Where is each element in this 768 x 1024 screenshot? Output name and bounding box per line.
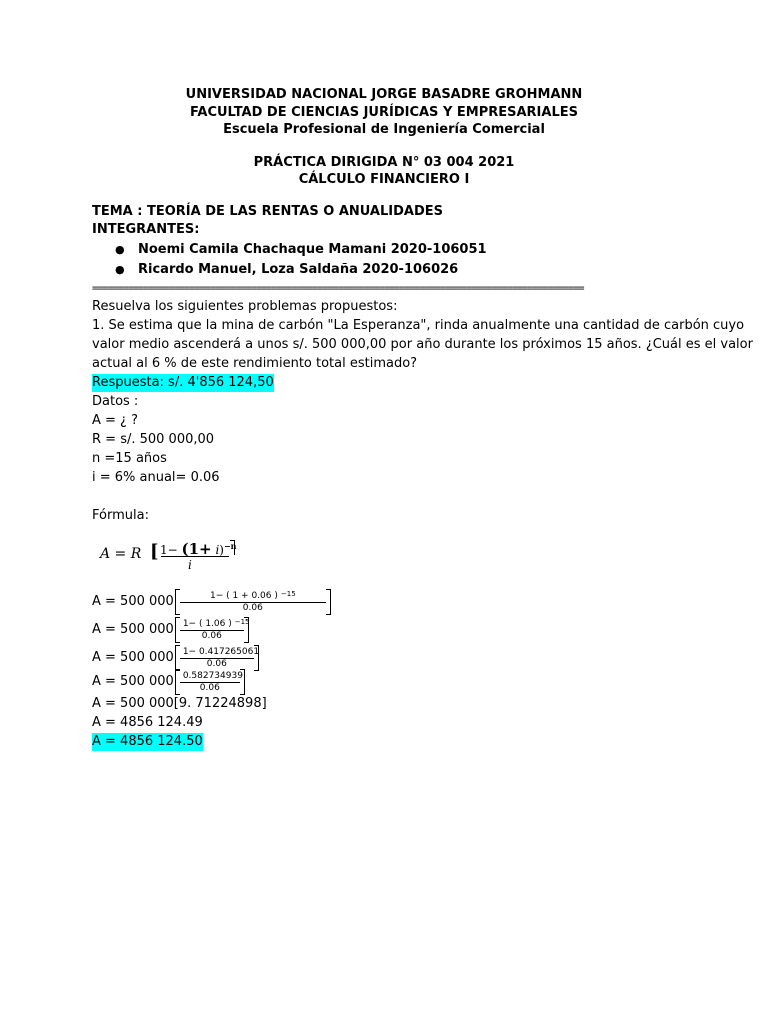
step-fraction <box>180 617 250 642</box>
formula-left-bracket: [ <box>150 541 159 562</box>
members-label: INTEGRANTES: <box>92 222 200 237</box>
formula-lhs: A = R <box>100 546 142 562</box>
step-prefix: A = 500 000 <box>92 674 174 689</box>
practice-title: PRÁCTICA DIRIGIDA N° 03 004 2021 <box>253 155 515 170</box>
data-A: A = ¿ ? <box>92 413 138 428</box>
step-denominator: 0.06 <box>206 658 227 669</box>
result-line: A = 500 000[9. 71224898] <box>92 696 267 711</box>
answer-highlight: Respuesta: s/. 4'856 124,50 <box>92 375 274 390</box>
step-numerator: 1− ( 1.06 ) $^{-15}$ <box>180 619 244 631</box>
bullet-icon: ● <box>115 263 125 276</box>
step-numerator: 0.582734939 <box>180 671 240 683</box>
data-title: Datos : <box>92 394 139 409</box>
step-prefix: A = 500 000 <box>92 650 174 665</box>
formula-right-bracket <box>230 540 235 555</box>
step-numerator: 1− 0.417265061 <box>180 647 254 659</box>
formula-label: Fórmula: <box>92 508 149 523</box>
university-name: UNIVERSIDAD NACIONAL JORGE BASADRE GROHMANN <box>185 87 583 102</box>
step-right-bracket <box>326 589 331 615</box>
course-title: CÁLCULO FINANCIERO I <box>298 172 470 187</box>
member-name: Ricardo Manuel, Loza Saldaña 2020-106026 <box>138 262 459 277</box>
step-fraction <box>180 591 326 614</box>
problem-line: 1. Se estima que la mina de carbón "La Esperanza", rinda anualmente una cantidad de carbón cuyo <box>92 318 745 333</box>
bullet-icon: ● <box>115 243 125 256</box>
calc-step <box>92 589 331 615</box>
step-numerator: 1− ( 1 + 0.06 ) $^{-15}$ <box>180 591 326 603</box>
member-item <box>115 241 487 259</box>
data-R: R = s/. 500 000,00 <box>92 432 215 447</box>
calc-step <box>92 669 245 695</box>
result-line: A = 4856 124.49 <box>92 715 203 730</box>
formula-denominator: i <box>188 558 192 572</box>
formula-fraction-bar <box>161 556 229 557</box>
intro-text: Resuelva los siguientes problemas propuestos: <box>92 299 398 314</box>
step-prefix: A = 500 000 <box>92 622 174 637</box>
step-prefix: A = 500 000 <box>92 594 174 609</box>
step-denominator: 0.06 <box>199 682 220 693</box>
member-name: Noemi Camila Chachaque Mamani 2020-106051 <box>138 242 487 257</box>
problem-line: valor medio ascenderá a unos s/. 500 000,00 por año durante los próximos 15 años. ¿Cuál es el valor <box>92 337 753 352</box>
calc-step <box>92 617 249 643</box>
step-denominator: 0.06 <box>242 602 263 613</box>
formula-annuity <box>100 538 300 574</box>
separator-line: ================================================================================================ <box>92 283 584 294</box>
calc-step <box>92 645 259 671</box>
member-item <box>115 261 459 279</box>
data-n: n =15 años <box>92 451 167 466</box>
data-i: i = 6% anual= 0.06 <box>92 470 220 485</box>
problem-line: actual al 6 % de este rendimiento total estimado? <box>92 356 418 371</box>
step-fraction <box>180 646 260 670</box>
topic: TEMA : TEORÍA DE LAS RENTAS O ANUALIDADES <box>92 204 443 219</box>
faculty-name: FACULTAD DE CIENCIAS JURÍDICAS Y EMPRESARIALES <box>190 105 578 120</box>
school-name: Escuela Profesional de Ingeniería Comercial <box>223 122 545 137</box>
step-fraction <box>180 670 243 694</box>
final-result-highlight: A = 4856 124.50 <box>92 734 203 749</box>
formula-numerator: $1- (1+ i)^{-n}$ <box>160 540 237 558</box>
step-denominator: 0.06 <box>201 630 222 641</box>
